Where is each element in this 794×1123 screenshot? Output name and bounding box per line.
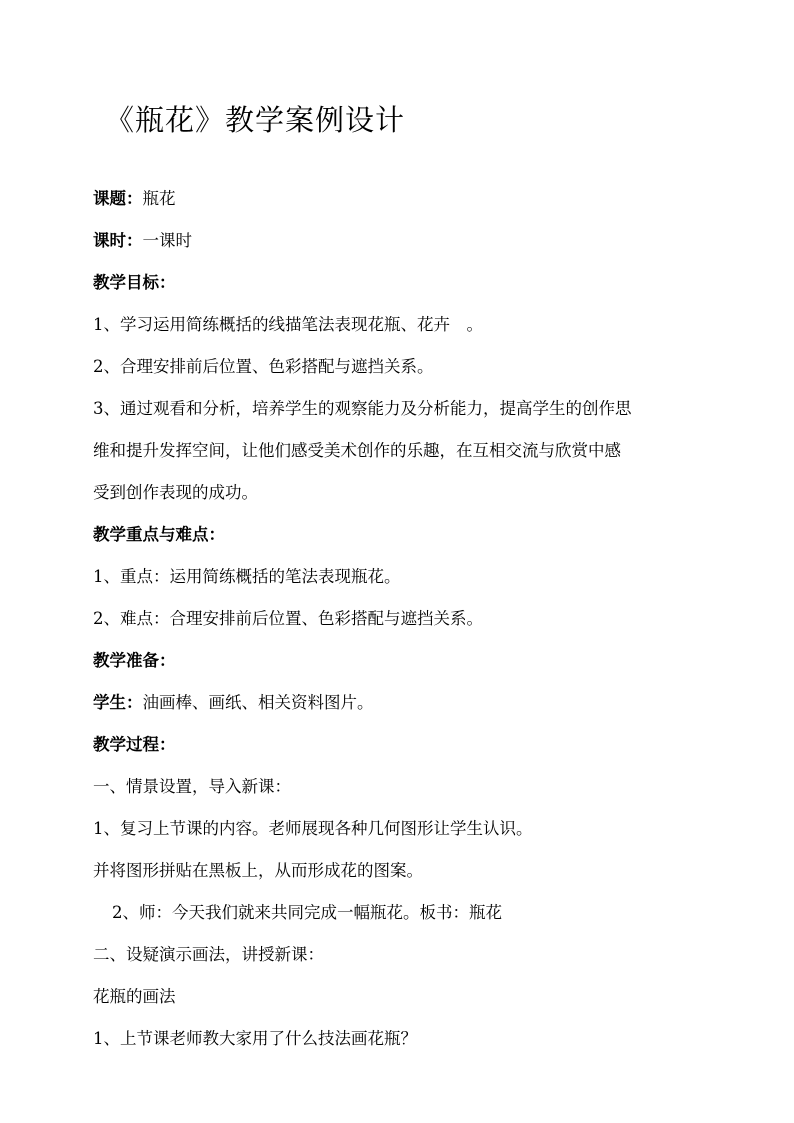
- objective-item-3: 3、通过观看和分析，培养学生的观察能力及分析能力，提高学生的创作思: [93, 399, 632, 418]
- objective-item-3-cont-1: 维和提升发挥空间，让他们感受美术创作的乐趣，在互相交流与欣赏中感: [93, 441, 621, 460]
- objectives-heading: 教学目标：: [93, 273, 176, 292]
- key-point-2: 2、难点：合理安排前后位置、色彩搭配与遮挡关系。: [93, 609, 483, 628]
- key-points-heading: 教学重点与难点：: [93, 525, 225, 544]
- preparation-student-line: [93, 691, 374, 715]
- process-subheading: 花瓶的画法: [93, 987, 176, 1006]
- lesson-hours-value: 一课时: [142, 231, 192, 250]
- process-step-2: 2、师：今天我们就来共同完成一幅瓶花。板书：瓶花: [112, 903, 502, 922]
- key-point-1: 1、重点：运用简练概括的笔法表现瓶花。: [93, 567, 401, 586]
- document-title: 《瓶花》教学案例设计: [105, 103, 406, 137]
- process-question-1: 1、上节课老师教大家用了什么技法画花瓶？: [93, 1029, 417, 1048]
- objective-item-3-cont-2: 受到创作表现的成功。: [93, 483, 258, 502]
- lesson-hours-label: 课时：: [93, 231, 143, 250]
- preparation-heading: 教学准备：: [93, 651, 176, 670]
- process-step-1-cont: 并将图形拼贴在黑板上，从而形成花的图案。: [93, 861, 423, 880]
- lesson-topic-line: [93, 187, 176, 211]
- objective-item-2: 2、合理安排前后位置、色彩搭配与遮挡关系。: [93, 357, 434, 376]
- preparation-student-value: 油画棒、画纸、相关资料图片。: [142, 693, 374, 712]
- process-section-2: 二、设疑演示画法，讲授新课：: [93, 945, 324, 964]
- process-step-1: 1、复习上节课的内容。老师展现各种几何图形让学生认识。: [93, 819, 533, 838]
- objective-item-1: 1、学习运用简练概括的线描笔法表现花瓶、花卉 。: [93, 315, 483, 334]
- process-section-1: 一、情景设置，导入新课：: [93, 777, 291, 796]
- preparation-student-label: 学生：: [93, 693, 143, 712]
- process-heading: 教学过程：: [93, 735, 176, 754]
- lesson-topic-label: 课题：: [93, 189, 143, 208]
- lesson-hours-line: [93, 229, 192, 253]
- lesson-topic-value: 瓶花: [142, 189, 176, 208]
